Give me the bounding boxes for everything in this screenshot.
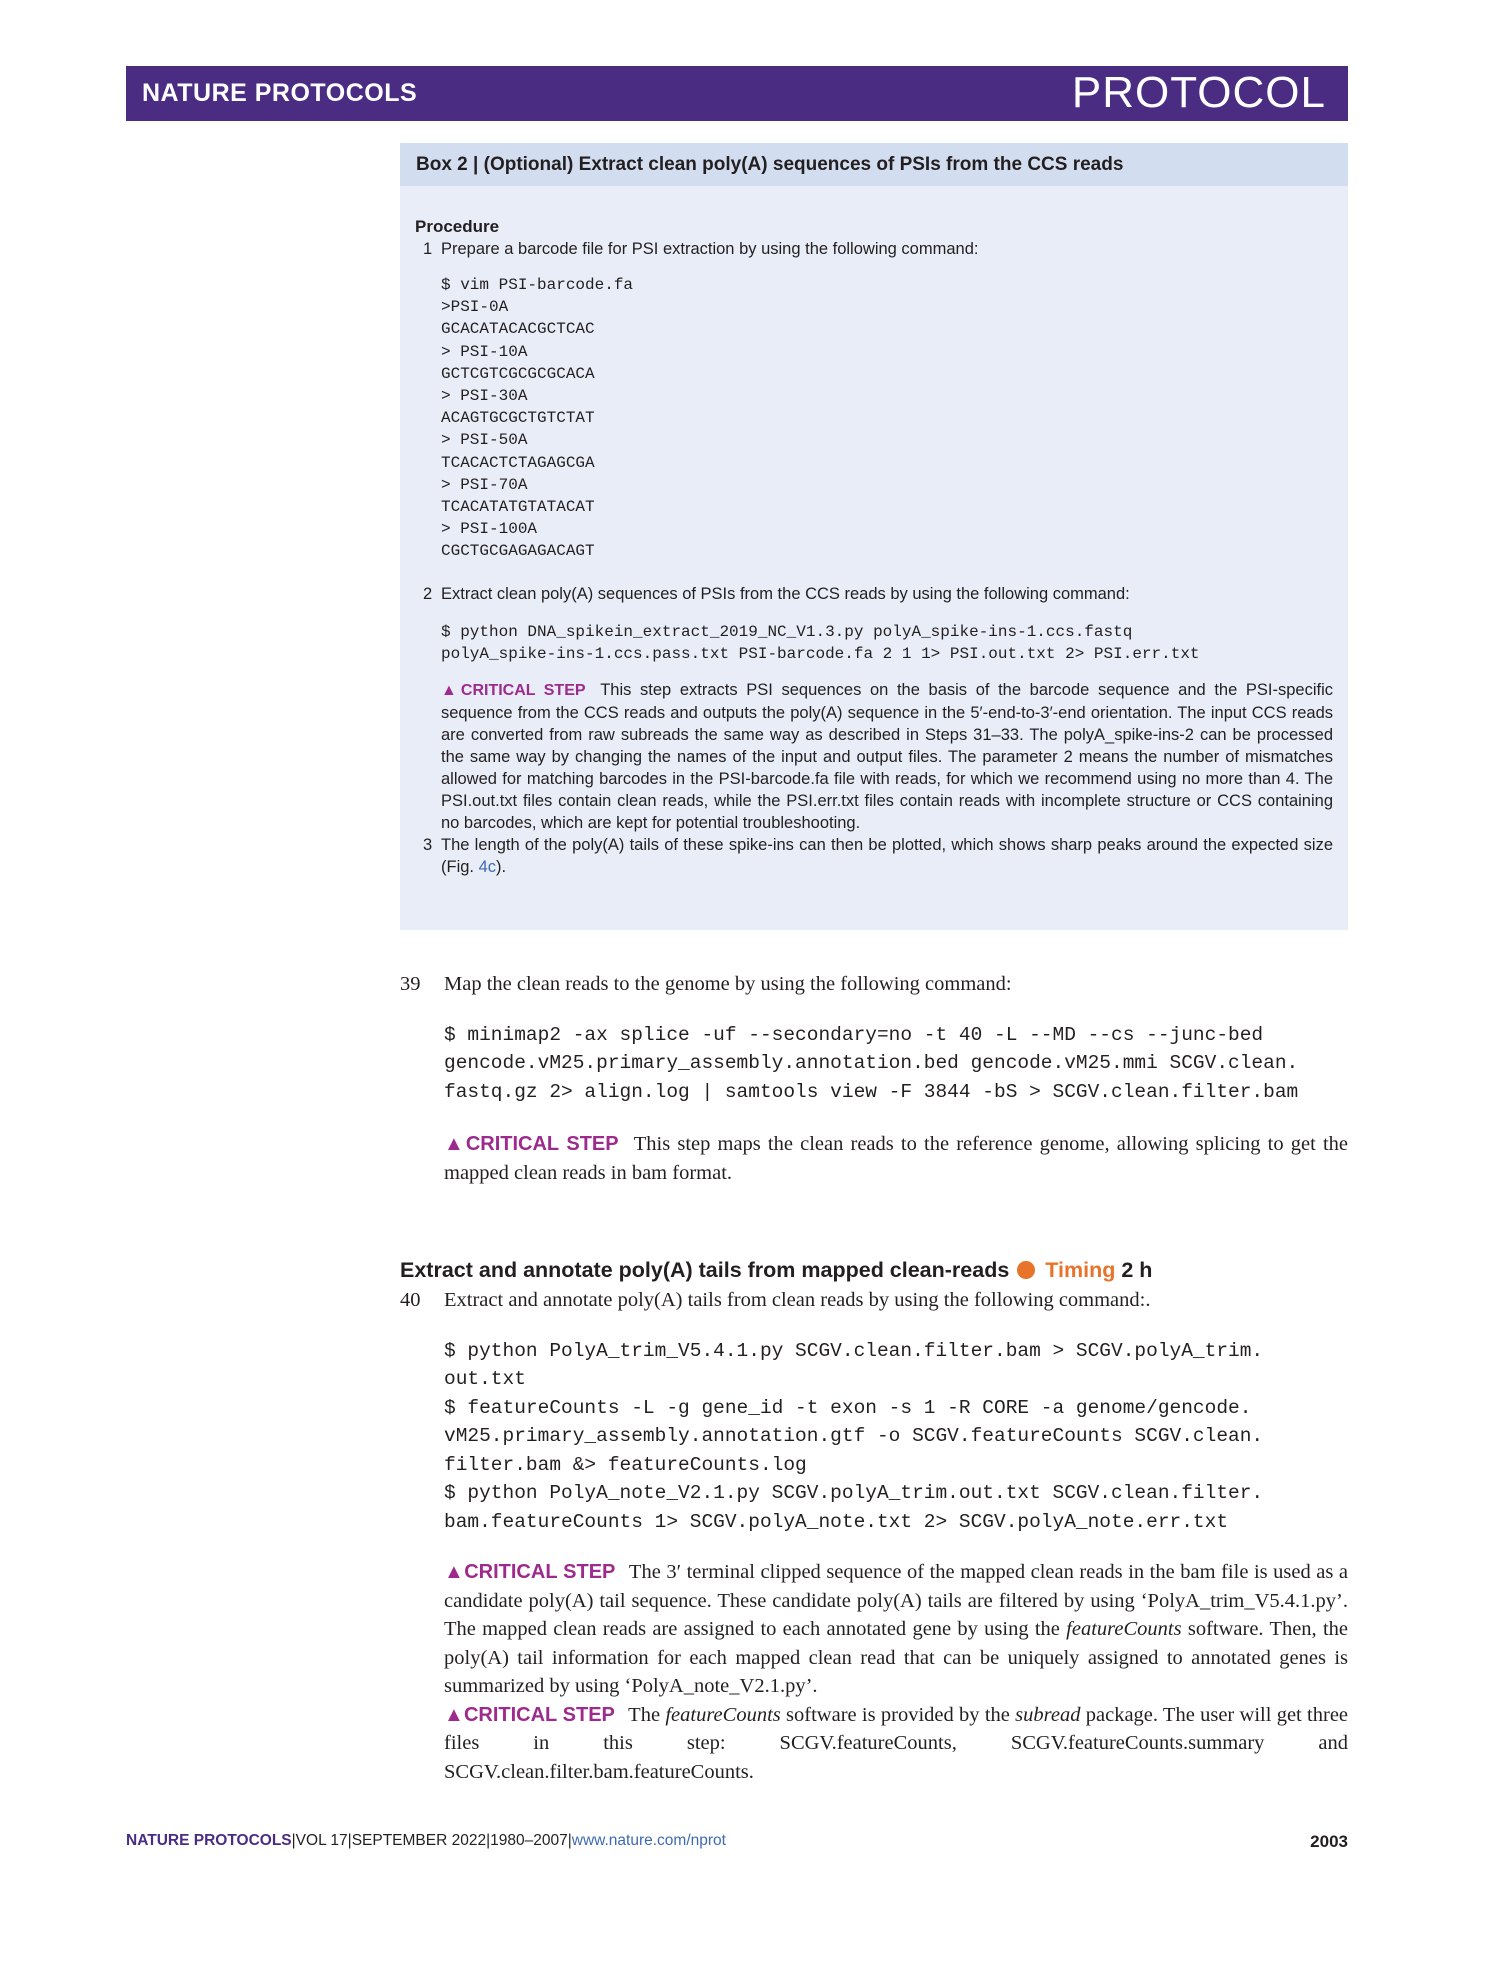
footer-url-link[interactable]: www.nature.com/nprot <box>571 1832 726 1849</box>
code-line: $ minimap2 -ax splice -uf --secondary=no -t 40 -L --MD --cs --junc-bed <box>444 1023 1264 1046</box>
code-line: polyA_spike-ins-1.ccs.pass.txt PSI-barcode.fa 2 1 1> PSI.out.txt 2> PSI.err.txt <box>441 644 1200 663</box>
code-line: fastq.gz 2> align.log | samtools view -F 3844 -bS > SCGV.clean.filter.bam <box>444 1080 1299 1103</box>
step-number: 2 <box>423 584 433 603</box>
code-line: > PSI-50A <box>441 431 528 450</box>
code-line: GCTCGTCGCGCGCACA <box>441 364 595 383</box>
section-title: Extract and annotate poly(A) tails from mapped clean-reads <box>400 1258 1010 1282</box>
section-heading <box>400 1255 1348 1285</box>
code-line: bam.featureCounts 1> SCGV.polyA_note.txt 2> SCGV.polyA_note.err.txt <box>444 1510 1229 1533</box>
timing-label: Timing <box>1045 1258 1116 1282</box>
code-line: vM25.primary_assembly.annotation.gtf -o SCGV.featureCounts SCGV.clean. <box>444 1425 1264 1447</box>
box-title: Box 2 | (Optional) Extract clean poly(A) sequences of PSIs from the CCS reads <box>400 143 1348 186</box>
software-name: featureCounts <box>665 1703 781 1726</box>
footer-date: SEPTEMBER 2022 <box>351 1832 487 1849</box>
step-40-instruction <box>400 1286 1348 1315</box>
code-line: $ featureCounts -L -g gene_id -t exon -s 1 -R CORE -a genome/gencode. <box>444 1396 1252 1419</box>
code-line: TCACACTCTAGAGCGA <box>441 453 595 472</box>
footer-separator: | <box>486 1832 491 1849</box>
box-step-3 <box>415 834 1333 878</box>
code-line: > PSI-70A <box>441 475 528 494</box>
footer-volume: VOL 17 <box>295 1832 348 1849</box>
critical-step-text-cont: software is provided by the <box>780 1703 1016 1726</box>
page-number: 2003 <box>1310 1832 1348 1851</box>
critical-step-text: This step extracts PSI sequences on the basis of the barcode sequence and the PSI-specific sequence from the CCS reads and outputs the poly(A) sequence in the 5′-end-to-3′-end orientation. The input CCS reads are converted from raw subreads the same way as described in Steps 31–33. The polyA_spike-ins-2 can be processed the same way by changing the names of the input and output files. The parameter 2 means the number of mismatches allowed for matching barcodes in the PSI-barcode.fa file with reads, for which we recommend using no more than 4. The PSI.out.txt files contain clean reads, while the PSI.err.txt files contain reads with incomplete structure or CCS containing no barcodes, which are kept for potential troubleshooting. <box>441 681 1334 833</box>
article-type: PROTOCOL <box>1071 68 1326 117</box>
timing-dot-icon <box>1017 1261 1035 1279</box>
critical-step-text-cont: software. Then, the poly(A) tail information for each mapped clean read that can be uniquely assigned to annotated genes is summarized by using ‘PolyA_note_V2.1.py’. <box>444 1618 1348 1697</box>
code-line: gencode.vM25.primary_assembly.annotation.bed gencode.vM25.mmi SCGV.clean. <box>444 1052 1299 1074</box>
step-number: 40 <box>400 1289 421 1311</box>
code-line: TCACATATGTATACAT <box>441 498 595 517</box>
footer-separator: | <box>347 1832 352 1849</box>
figure-link[interactable]: 4c <box>478 858 497 877</box>
critical-step-40-b <box>400 1701 1348 1787</box>
procedure-heading: Procedure <box>415 217 500 236</box>
step-40 <box>400 1286 1348 1786</box>
section-polya-tails <box>400 1255 1348 1285</box>
code-line: CGCTGCGAGAGACAGT <box>441 542 595 561</box>
critical-step-label: ▲CRITICAL STEP <box>444 1561 616 1583</box>
timing-value: 2 h <box>1121 1258 1153 1282</box>
code-line: $ python PolyA_trim_V5.4.1.py SCGV.clean.filter.bam > SCGV.polyA_trim. <box>444 1339 1264 1362</box>
step-text: Prepare a barcode file for PSI extraction by using the following command: <box>441 240 979 258</box>
step-number: 39 <box>400 973 421 995</box>
box-step-2 <box>415 583 1333 605</box>
code-line: > PSI-10A <box>441 342 528 361</box>
box-step-1 <box>415 238 1333 260</box>
box-2 <box>400 143 1348 930</box>
code-block-minimap2 <box>400 1021 1348 1107</box>
code-line: $ python DNA_spikein_extract_2019_NC_V1.3.py polyA_spike-ins-1.ccs.fastq <box>441 622 1133 641</box>
code-line: ACAGTGCGCTGTCTAT <box>441 409 595 428</box>
step-text: The length of the poly(A) tails of these spike-ins can then be plotted, which shows sharp peaks around the expected size (Fig. <box>441 836 1333 877</box>
critical-step-label: ▲CRITICAL STEP <box>444 1703 615 1726</box>
critical-step-40-a <box>400 1558 1348 1701</box>
journal-header-bar <box>126 66 1348 121</box>
footer-journal: NATURE PROTOCOLS <box>126 1832 292 1849</box>
box-body <box>400 186 1348 878</box>
package-name: subread <box>1015 1703 1081 1726</box>
code-block-barcode <box>441 274 1333 563</box>
step-number: 3 <box>423 836 433 855</box>
code-line: $ vim PSI-barcode.fa <box>441 276 634 294</box>
critical-step-text: The 3′ terminal clipped sequence of the mapped clean reads in the bam file is used as a candidate poly(A) tail sequence. These candidate poly(A) tails are filtered by using ‘PolyA_trim_V5.4.1.py’. The mapped clean reads are assigned to each annotated gene by using the <box>444 1561 1348 1640</box>
critical-step-39 <box>400 1130 1348 1187</box>
code-line: GCACATACACGCTCAC <box>441 320 595 339</box>
code-line: > PSI-100A <box>441 520 538 539</box>
step-text-end: ). <box>496 858 507 877</box>
code-block-extract <box>441 621 1333 665</box>
code-line: out.txt <box>444 1368 526 1390</box>
code-line: > PSI-30A <box>441 387 528 406</box>
critical-step-box <box>441 679 1333 834</box>
critical-step-label: ▲CRITICAL STEP <box>444 1133 619 1155</box>
code-line: $ python PolyA_note_V2.1.py SCGV.polyA_trim.out.txt SCGV.clean.filter. <box>444 1482 1264 1504</box>
critical-step-text: The <box>628 1703 666 1726</box>
step-text: Extract clean poly(A) sequences of PSIs from the CCS reads by using the following command: <box>441 584 1130 603</box>
footer-separator: | <box>567 1832 572 1849</box>
step-39 <box>400 970 1348 1187</box>
critical-step-text-end: package. The user will get three files in this step: SCGV.featureCounts, SCGV.featureCounts.summary and SCGV.clean.filter.bam.featureCounts. <box>444 1703 1349 1783</box>
journal-name: NATURE PROTOCOLS <box>142 79 418 107</box>
code-line: filter.bam &> featureCounts.log <box>444 1453 807 1476</box>
step-number: 1 <box>423 240 433 258</box>
software-name: featureCounts <box>1066 1618 1182 1640</box>
footer-separator: | <box>291 1832 296 1849</box>
code-block-polya <box>400 1337 1348 1537</box>
page-footer <box>126 1832 1348 1850</box>
step-39-instruction <box>400 970 1348 999</box>
critical-step-label: ▲CRITICAL STEP <box>441 682 586 700</box>
footer-pages: 1980–2007 <box>490 1832 568 1849</box>
step-text: Map the clean reads to the genome by using the following command: <box>444 973 1012 995</box>
code-line: >PSI-0A <box>441 298 509 317</box>
step-text: Extract and annotate poly(A) tails from clean reads by using the following command:. <box>444 1289 1151 1311</box>
critical-step-text: This step maps the clean reads to the reference genome, allowing splicing to get the mapped clean reads in bam format. <box>444 1133 1349 1184</box>
